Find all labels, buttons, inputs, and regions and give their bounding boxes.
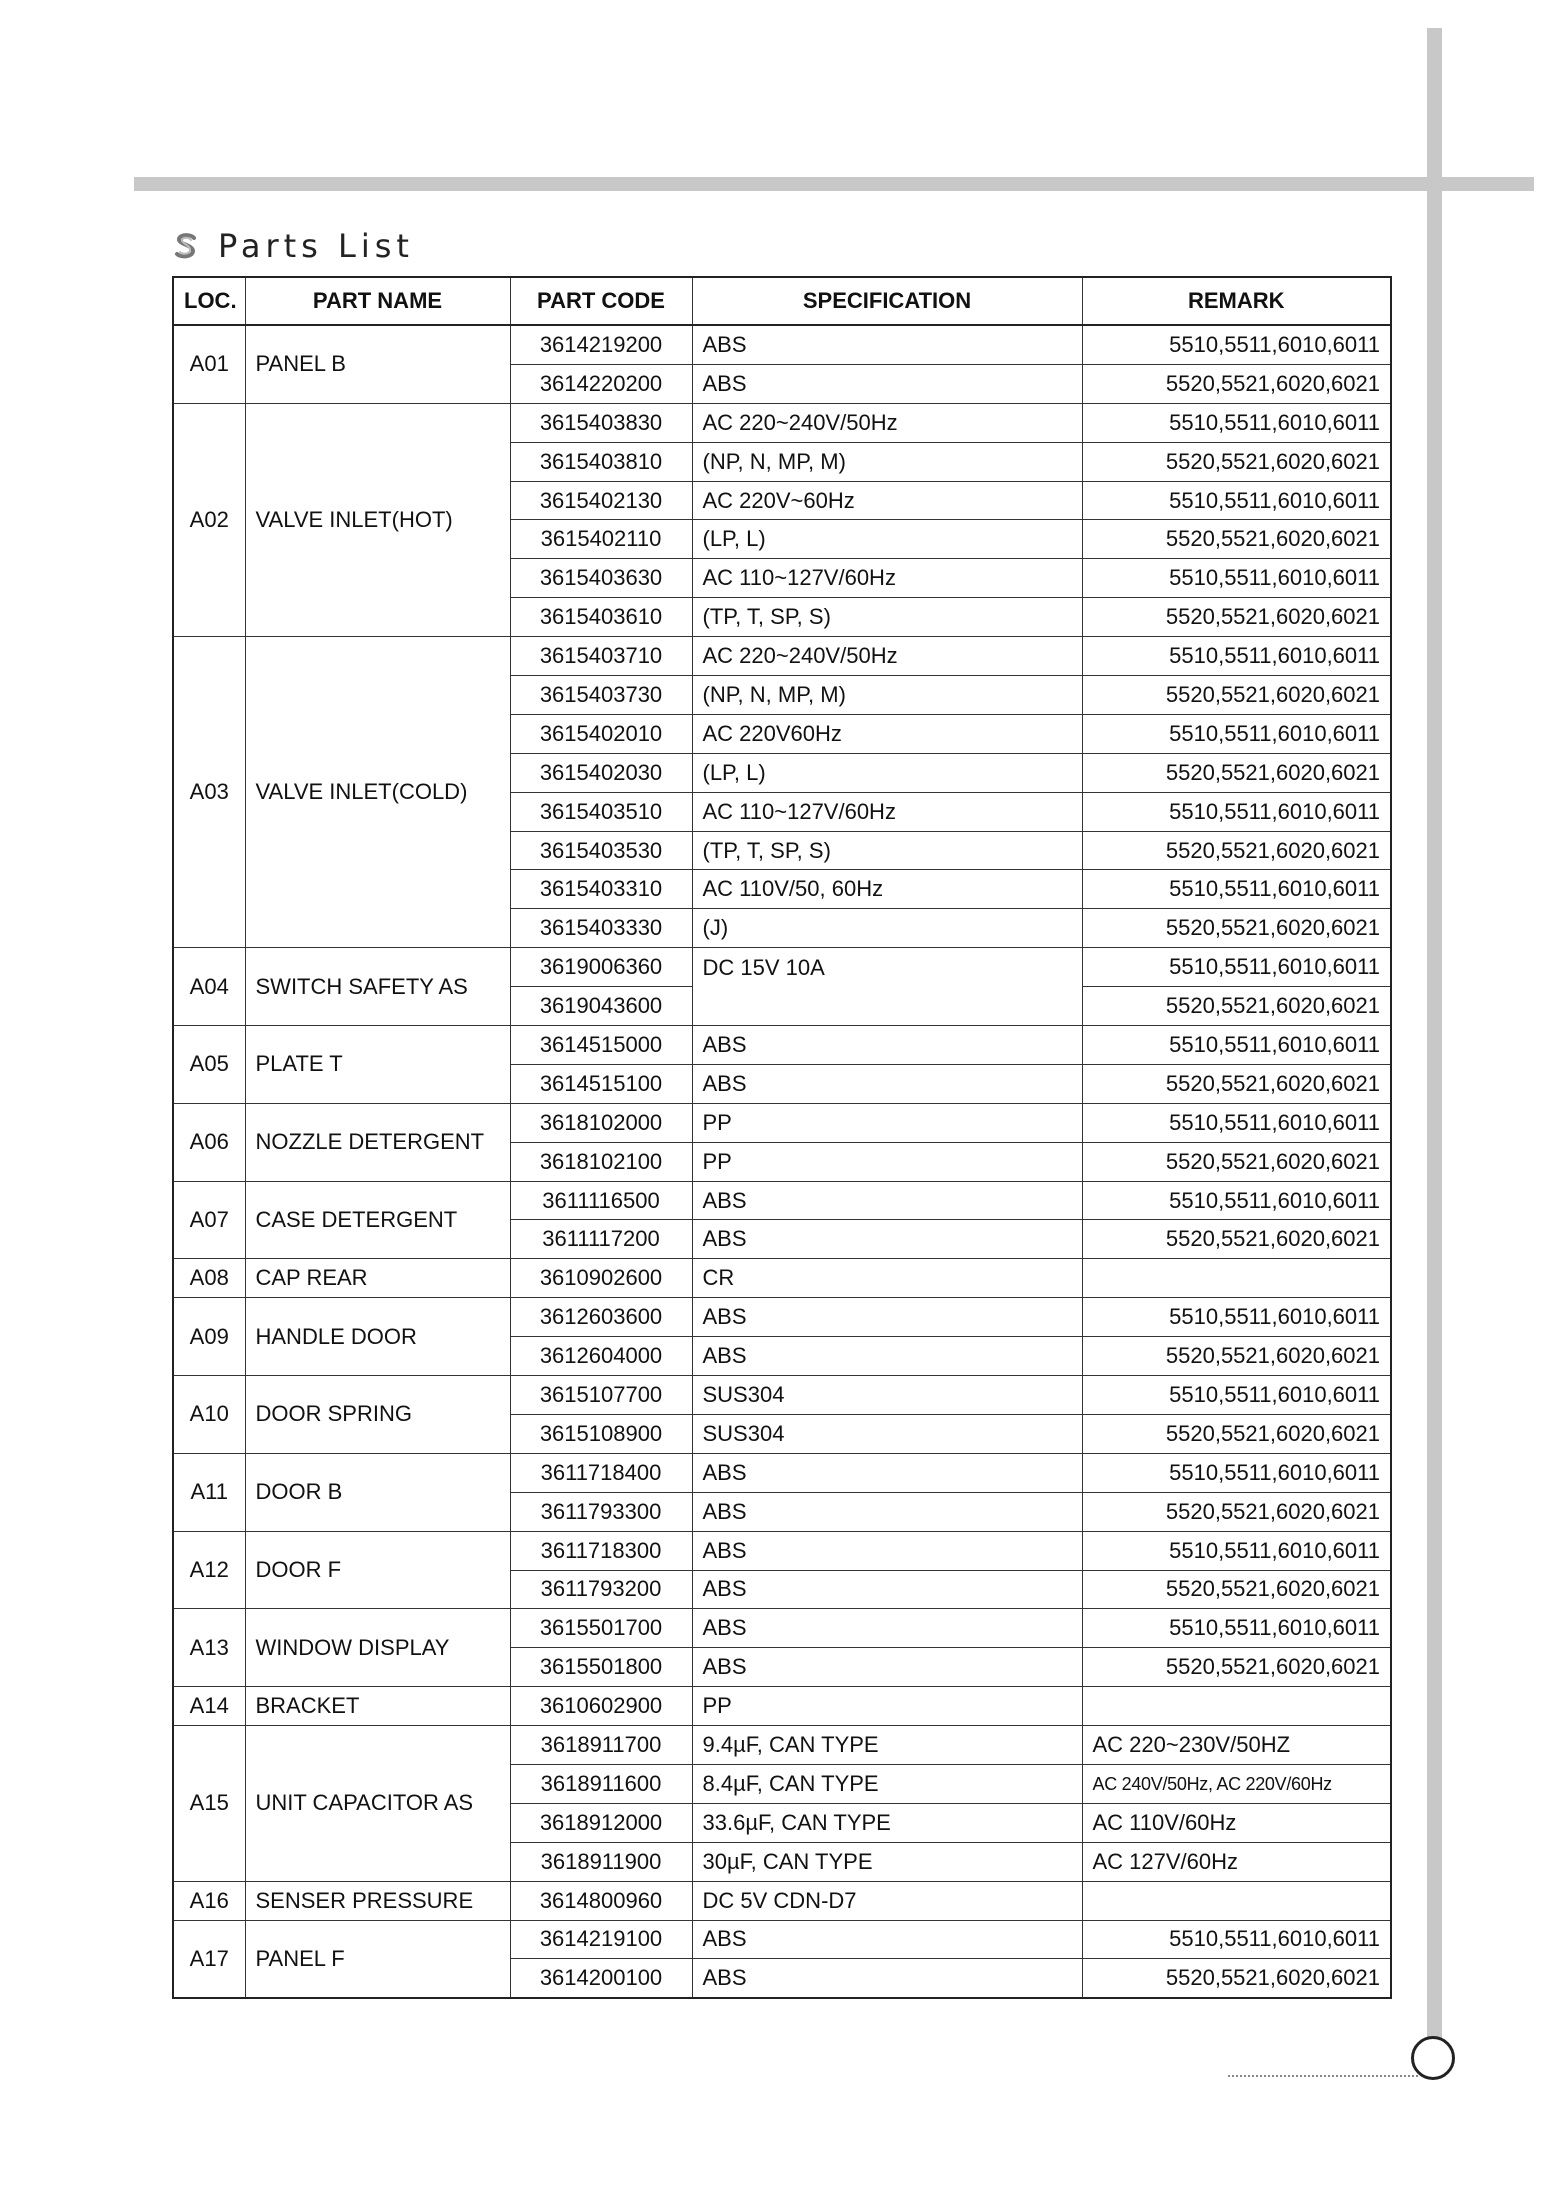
cell-remark: 5510,5511,6010,6011 [1082, 1026, 1391, 1065]
cell-spec: 30µF, CAN TYPE [692, 1842, 1082, 1881]
cell-part-name: SENSER PRESSURE [245, 1881, 510, 1920]
table-row [173, 1881, 1391, 1920]
cell-part-code: 3615402010 [510, 714, 692, 753]
cell-part-name: DOOR SPRING [245, 1376, 510, 1454]
cell-part-code: 3615403630 [510, 559, 692, 598]
cell-part-code: 3615403530 [510, 831, 692, 870]
cell-spec: ABS [692, 1064, 1082, 1103]
cell-part-code: 3615403510 [510, 792, 692, 831]
cell-spec: AC 110~127V/60Hz [692, 792, 1082, 831]
cell-part-code: 3614220200 [510, 364, 692, 403]
cell-part-name: DOOR B [245, 1453, 510, 1531]
cell-spec: (J) [692, 909, 1082, 948]
cell-remark: 5520,5521,6020,6021 [1082, 753, 1391, 792]
cell-spec: (NP, N, MP, M) [692, 442, 1082, 481]
cell-part-name: DOOR F [245, 1531, 510, 1609]
cell-part-code: 3612604000 [510, 1337, 692, 1376]
header-decor-bar [134, 177, 1534, 191]
table-row [173, 1453, 1391, 1492]
header-loc: LOC. [173, 277, 245, 325]
section-bullet-icon [172, 231, 200, 261]
cell-part-code: 3615501800 [510, 1648, 692, 1687]
cell-loc: A14 [173, 1687, 245, 1726]
cell-part-name: PANEL B [245, 325, 510, 403]
cell-part-code: 3619006360 [510, 948, 692, 987]
cell-part-name: HANDLE DOOR [245, 1298, 510, 1376]
cell-remark: 5510,5511,6010,6011 [1082, 714, 1391, 753]
table-row [173, 1298, 1391, 1337]
cell-remark: 5520,5521,6020,6021 [1082, 442, 1391, 481]
cell-part-code: 3612603600 [510, 1298, 692, 1337]
cell-remark: 5520,5521,6020,6021 [1082, 1142, 1391, 1181]
cell-part-name: VALVE INLET(HOT) [245, 403, 510, 636]
cell-part-code: 3618102000 [510, 1103, 692, 1142]
cell-spec: SUS304 [692, 1414, 1082, 1453]
cell-spec: DC 15V 10A [692, 948, 1082, 1026]
cell-part-code: 3614219100 [510, 1920, 692, 1959]
cell-part-name: UNIT CAPACITOR AS [245, 1726, 510, 1882]
cell-remark: 5510,5511,6010,6011 [1082, 1298, 1391, 1337]
cell-part-code: 3615402110 [510, 520, 692, 559]
cell-part-name: CASE DETERGENT [245, 1181, 510, 1259]
cell-part-code: 3618911700 [510, 1726, 692, 1765]
cell-spec: SUS304 [692, 1376, 1082, 1415]
cell-remark: 5510,5511,6010,6011 [1082, 637, 1391, 676]
parts-list-table [172, 276, 1392, 1999]
cell-spec: (NP, N, MP, M) [692, 676, 1082, 715]
cell-part-name: VALVE INLET(COLD) [245, 637, 510, 948]
table-row [173, 1531, 1391, 1570]
cell-remark: AC 240V/50Hz, AC 220V/60Hz [1082, 1764, 1391, 1803]
cell-remark: 5510,5511,6010,6011 [1082, 948, 1391, 987]
cell-part-code: 3614800960 [510, 1881, 692, 1920]
cell-spec: AC 110V/50, 60Hz [692, 870, 1082, 909]
cell-spec: ABS [692, 1492, 1082, 1531]
cell-spec: ABS [692, 1026, 1082, 1065]
cell-part-name: SWITCH SAFETY AS [245, 948, 510, 1026]
cell-loc: A09 [173, 1298, 245, 1376]
section-title-text: Parts List [218, 227, 414, 265]
cell-spec: ABS [692, 1959, 1082, 1998]
cell-loc: A08 [173, 1259, 245, 1298]
cell-spec: (LP, L) [692, 520, 1082, 559]
cell-loc: A16 [173, 1881, 245, 1920]
table-row [173, 403, 1391, 442]
cell-part-code: 3611718400 [510, 1453, 692, 1492]
cell-remark: 5510,5511,6010,6011 [1082, 1181, 1391, 1220]
cell-loc: A06 [173, 1103, 245, 1181]
cell-remark: 5510,5511,6010,6011 [1082, 1103, 1391, 1142]
cell-remark: 5510,5511,6010,6011 [1082, 403, 1391, 442]
cell-spec: (LP, L) [692, 753, 1082, 792]
cell-loc: A15 [173, 1726, 245, 1882]
cell-spec: (TP, T, SP, S) [692, 598, 1082, 637]
cell-remark: 5510,5511,6010,6011 [1082, 325, 1391, 364]
cell-part-code: 3614200100 [510, 1959, 692, 1998]
cell-part-code: 3618912000 [510, 1803, 692, 1842]
cell-spec: ABS [692, 1298, 1082, 1337]
cell-spec: 9.4µF, CAN TYPE [692, 1726, 1082, 1765]
cell-spec: ABS [692, 1181, 1082, 1220]
cell-remark: 5520,5521,6020,6021 [1082, 1337, 1391, 1376]
cell-part-code: 3615501700 [510, 1609, 692, 1648]
cell-remark: 5520,5521,6020,6021 [1082, 520, 1391, 559]
cell-remark: 5510,5511,6010,6011 [1082, 1609, 1391, 1648]
cell-loc: A01 [173, 325, 245, 403]
cell-remark: 5520,5521,6020,6021 [1082, 598, 1391, 637]
cell-part-code: 3615402130 [510, 481, 692, 520]
header-remark: REMARK [1082, 277, 1391, 325]
cell-spec: ABS [692, 1220, 1082, 1259]
cell-remark: 5510,5511,6010,6011 [1082, 870, 1391, 909]
cell-spec: ABS [692, 364, 1082, 403]
cell-remark: AC 110V/60Hz [1082, 1803, 1391, 1842]
cell-part-code: 3611718300 [510, 1531, 692, 1570]
page-number-circle [1411, 2036, 1455, 2080]
cell-spec: PP [692, 1103, 1082, 1142]
cell-spec: (TP, T, SP, S) [692, 831, 1082, 870]
cell-loc: A05 [173, 1026, 245, 1104]
cell-part-code: 3615403710 [510, 637, 692, 676]
cell-remark: 5510,5511,6010,6011 [1082, 1376, 1391, 1415]
cell-part-name: CAP REAR [245, 1259, 510, 1298]
cell-spec: ABS [692, 1648, 1082, 1687]
cell-loc: A13 [173, 1609, 245, 1687]
cell-spec: CR [692, 1259, 1082, 1298]
cell-remark: 5520,5521,6020,6021 [1082, 1064, 1391, 1103]
cell-remark [1082, 1881, 1391, 1920]
cell-loc: A17 [173, 1920, 245, 1998]
cell-part-code: 3615403830 [510, 403, 692, 442]
cell-part-name: PANEL F [245, 1920, 510, 1998]
cell-remark: 5520,5521,6020,6021 [1082, 1648, 1391, 1687]
header-part-name: PART NAME [245, 277, 510, 325]
cell-remark: 5520,5521,6020,6021 [1082, 1220, 1391, 1259]
table-row [173, 1259, 1391, 1298]
footer-dotted-line [1228, 2075, 1418, 2077]
cell-spec: 8.4µF, CAN TYPE [692, 1764, 1082, 1803]
cell-part-code: 3610602900 [510, 1687, 692, 1726]
cell-remark: 5520,5521,6020,6021 [1082, 831, 1391, 870]
cell-spec: 33.6µF, CAN TYPE [692, 1803, 1082, 1842]
cell-spec: ABS [692, 1337, 1082, 1376]
cell-spec: AC 110~127V/60Hz [692, 559, 1082, 598]
cell-remark: 5510,5511,6010,6011 [1082, 792, 1391, 831]
cell-part-code: 3618102100 [510, 1142, 692, 1181]
cell-part-code: 3614515100 [510, 1064, 692, 1103]
cell-loc: A07 [173, 1181, 245, 1259]
header-specification: SPECIFICATION [692, 277, 1082, 325]
cell-spec: ABS [692, 1920, 1082, 1959]
cell-part-code: 3619043600 [510, 987, 692, 1026]
cell-part-code: 3614219200 [510, 325, 692, 364]
cell-remark: 5510,5511,6010,6011 [1082, 1531, 1391, 1570]
cell-remark [1082, 1687, 1391, 1726]
table-row [173, 948, 1391, 987]
cell-loc: A02 [173, 403, 245, 636]
cell-part-code: 3614515000 [510, 1026, 692, 1065]
cell-remark: 5510,5511,6010,6011 [1082, 559, 1391, 598]
cell-remark: 5520,5521,6020,6021 [1082, 909, 1391, 948]
cell-part-code: 3615403610 [510, 598, 692, 637]
cell-spec: ABS [692, 1531, 1082, 1570]
cell-loc: A10 [173, 1376, 245, 1454]
cell-loc: A04 [173, 948, 245, 1026]
table-row [173, 1026, 1391, 1065]
cell-remark: 5520,5521,6020,6021 [1082, 1959, 1391, 1998]
cell-part-code: 3615402030 [510, 753, 692, 792]
cell-part-name: WINDOW DISPLAY [245, 1609, 510, 1687]
cell-part-code: 3610902600 [510, 1259, 692, 1298]
cell-spec: ABS [692, 1609, 1082, 1648]
cell-remark: 5510,5511,6010,6011 [1082, 1453, 1391, 1492]
cell-remark [1082, 1259, 1391, 1298]
cell-remark: AC 127V/60Hz [1082, 1842, 1391, 1881]
cell-part-code: 3615107700 [510, 1376, 692, 1415]
cell-spec: PP [692, 1687, 1082, 1726]
cell-part-code: 3615403810 [510, 442, 692, 481]
table-header-row [173, 277, 1391, 325]
cell-remark: 5520,5521,6020,6021 [1082, 364, 1391, 403]
cell-part-code: 3611793300 [510, 1492, 692, 1531]
cell-spec: AC 220~240V/50Hz [692, 403, 1082, 442]
section-title [172, 226, 414, 266]
table-row [173, 637, 1391, 676]
side-decor-bar [1427, 28, 1442, 2048]
cell-spec: ABS [692, 1453, 1082, 1492]
cell-part-code: 3615403330 [510, 909, 692, 948]
cell-loc: A03 [173, 637, 245, 948]
cell-remark: 5520,5521,6020,6021 [1082, 1492, 1391, 1531]
cell-part-name: BRACKET [245, 1687, 510, 1726]
cell-spec: DC 5V CDN-D7 [692, 1881, 1082, 1920]
cell-part-code: 3611117200 [510, 1220, 692, 1259]
cell-part-code: 3611793200 [510, 1570, 692, 1609]
table-row [173, 1376, 1391, 1415]
table-row [173, 325, 1391, 364]
table-row [173, 1726, 1391, 1765]
cell-remark: 5520,5521,6020,6021 [1082, 1414, 1391, 1453]
table-row [173, 1687, 1391, 1726]
table-row [173, 1103, 1391, 1142]
cell-remark: AC 220~230V/50HZ [1082, 1726, 1391, 1765]
cell-remark: 5520,5521,6020,6021 [1082, 1570, 1391, 1609]
cell-part-code: 3615403310 [510, 870, 692, 909]
cell-spec: AC 220V60Hz [692, 714, 1082, 753]
cell-part-code: 3611116500 [510, 1181, 692, 1220]
cell-spec: PP [692, 1142, 1082, 1181]
table-row [173, 1920, 1391, 1959]
cell-remark: 5520,5521,6020,6021 [1082, 987, 1391, 1026]
cell-remark: 5520,5521,6020,6021 [1082, 676, 1391, 715]
table-row [173, 1609, 1391, 1648]
cell-part-name: NOZZLE DETERGENT [245, 1103, 510, 1181]
cell-part-name: PLATE T [245, 1026, 510, 1104]
cell-part-code: 3618911900 [510, 1842, 692, 1881]
cell-part-code: 3615108900 [510, 1414, 692, 1453]
cell-remark: 5510,5511,6010,6011 [1082, 481, 1391, 520]
table-row [173, 1181, 1391, 1220]
cell-loc: A12 [173, 1531, 245, 1609]
cell-loc: A11 [173, 1453, 245, 1531]
cell-spec: ABS [692, 1570, 1082, 1609]
cell-spec: AC 220V~60Hz [692, 481, 1082, 520]
cell-spec: ABS [692, 325, 1082, 364]
cell-spec: AC 220~240V/50Hz [692, 637, 1082, 676]
cell-remark: 5510,5511,6010,6011 [1082, 1920, 1391, 1959]
cell-part-code: 3615403730 [510, 676, 692, 715]
header-part-code: PART CODE [510, 277, 692, 325]
cell-part-code: 3618911600 [510, 1764, 692, 1803]
